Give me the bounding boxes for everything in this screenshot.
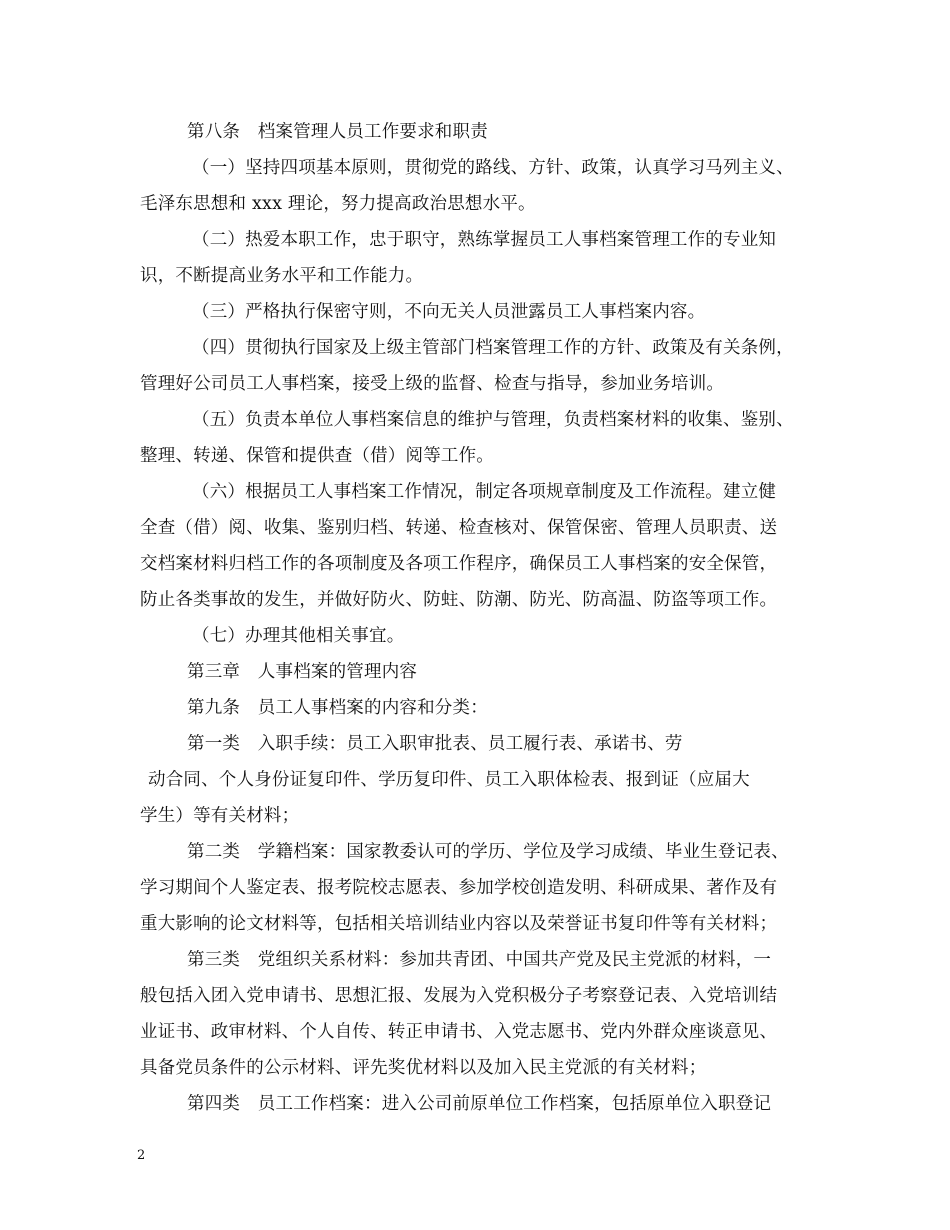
paragraph-line: （四）贯彻执行国家及上级主管部门档案管理工作的方针、政策及有关条例， bbox=[192, 338, 794, 358]
paragraph-line: 第四类 员工工作档案：进入公司前原单位工作档案，包括原单位入职登记 bbox=[187, 1094, 772, 1114]
paragraph-line: （七）办理其他相关事宜。 bbox=[192, 626, 405, 646]
paragraph-line: 学生）等有关材料； bbox=[140, 806, 300, 826]
paragraph-line: 般包括入团入党申请书、思想汇报、发展为入党积极分子考察登记表、入党培训结 bbox=[140, 986, 778, 1006]
paragraph-line: 第二类 学籍档案：国家教委认可的学历、学位及学习成绩、毕业生登记表、 bbox=[187, 842, 789, 862]
paragraph-line: 毛泽东思想和 xxx 理论，努力提高政治思想水平。 bbox=[140, 194, 536, 214]
paragraph-line: （二）热爱本职工作，忠于职守，熟练掌握员工人事档案管理工作的专业知 bbox=[192, 230, 777, 250]
paragraph-line: 具备党员条件的公示材料、评先奖优材料以及加入民主党派的有关材料； bbox=[140, 1058, 707, 1078]
paragraph-line: （五）负责本单位人事档案信息的维护与管理，负责档案材料的收集、鉴别、 bbox=[192, 410, 794, 430]
paragraph-line: 防止各类事故的发生，并做好防火、防蛀、防潮、防光、防高温、防盗等项工作。 bbox=[140, 590, 778, 610]
document-body bbox=[140, 114, 830, 1122]
paragraph-line: （三）严格执行保密守则，不向无关人员泄露员工人事档案内容。 bbox=[192, 302, 706, 322]
paragraph-line: 第一类 入职手续：员工入职审批表、员工履行表、承诺书、劳 bbox=[187, 734, 683, 754]
article-8-heading: 第八条 档案管理人员工作要求和职责 bbox=[187, 122, 488, 142]
paragraph-line: 重大影响的论文材料等，包括相关培训结业内容以及荣誉证书复印件等有关材料； bbox=[140, 914, 778, 934]
paragraph-line: 业证书、政审材料、个人自传、转正申请书、入党志愿书、党内外群众座谈意见、 bbox=[140, 1022, 778, 1042]
paragraph-line: 整理、转递、保管和提供查（借）阅等工作。 bbox=[140, 446, 494, 466]
paragraph-line: （六）根据员工人事档案工作情况，制定各项规章制度及工作流程。建立健 bbox=[192, 482, 777, 502]
chapter-3-heading: 第三章 人事档案的管理内容 bbox=[187, 662, 418, 682]
paragraph-line: 学习期间个人鉴定表、报考院校志愿表、参加学校创造发明、科研成果、著作及有 bbox=[140, 878, 778, 898]
paragraph-line: 全查（借）阅、收集、鉴别归档、转递、检查核对、保管保密、管理人员职责、送 bbox=[140, 518, 778, 538]
paragraph-line: （一）坚持四项基本原则，贯彻党的路线、方针、政策，认真学习马列主义、 bbox=[192, 158, 794, 178]
paragraph-line: 识，不断提高业务水平和工作能力。 bbox=[140, 266, 424, 286]
article-9-heading: 第九条 员工人事档案的内容和分类： bbox=[187, 698, 488, 718]
paragraph-line: 第三类 党组织关系材料：参加共青团、中国共产党及民主党派的材料，一 bbox=[187, 950, 772, 970]
page-number: 2 bbox=[137, 1148, 146, 1163]
paragraph-line: 动合同、个人身份证复印件、学历复印件、员工入职体检表、报到证（应届大 bbox=[148, 770, 750, 790]
paragraph-line: 管理好公司员工人事档案，接受上级的监督、检查与指导，参加业务培训。 bbox=[140, 374, 725, 394]
paragraph-line: 交档案材料归档工作的各项制度及各项工作程序，确保员工人事档案的安全保管， bbox=[140, 554, 778, 574]
